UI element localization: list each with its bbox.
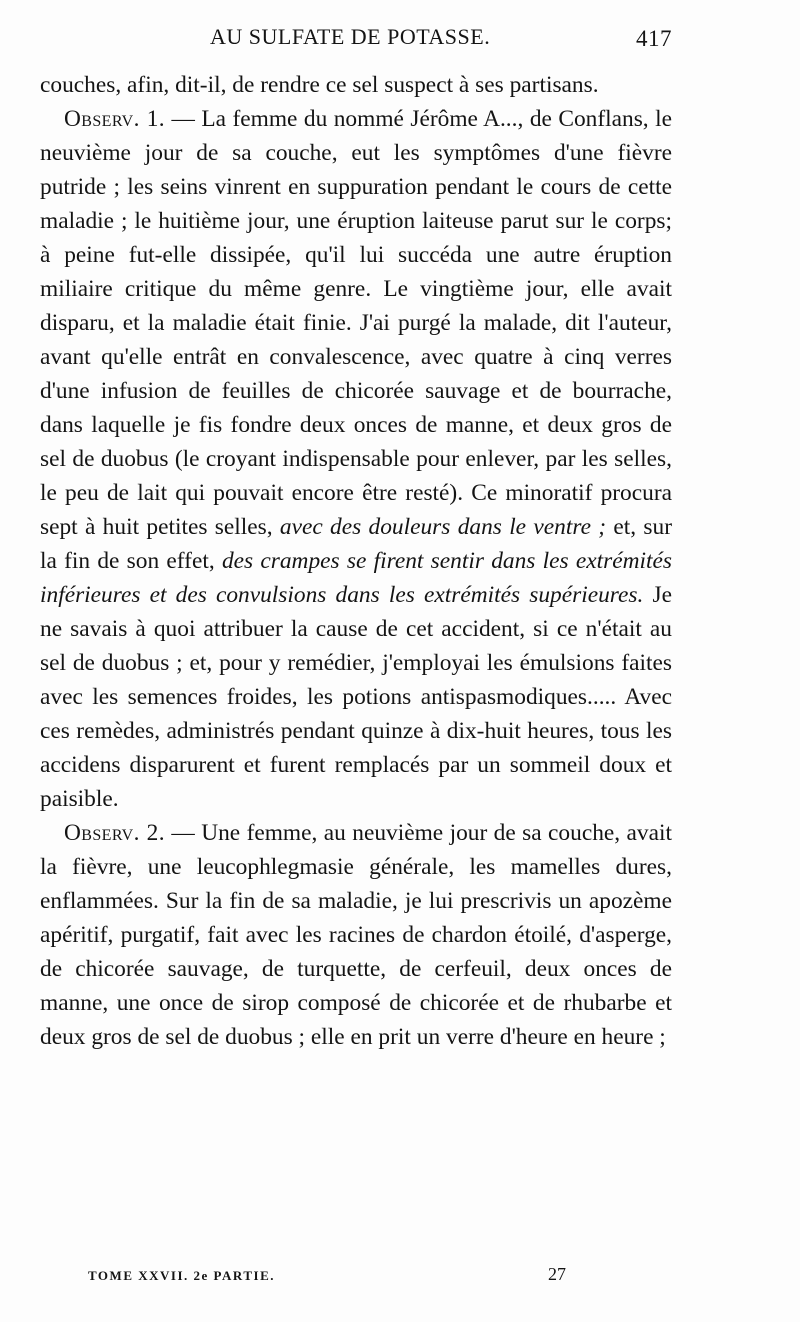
signature-mark: TOME XXVII. 2e PARTIE.	[88, 1268, 275, 1283]
observation-label: Observ. 2.	[64, 820, 165, 846]
italic-text-segment: avec des douleurs dans le ventre ;	[279, 514, 607, 540]
text-segment: Je ne savais à quoi attribuer la cause de cet accident, si ce n'était au sel de duobus ; et, pour y remédier, j'employai les émulsions faites avec les semences froides, les potions antispasmodiques..... Avec ces remèdes, administrés pendant quinze à dix-huit heures, tous les accidens disparurent et furent remplacés par un sommeil doux et paisible.	[40, 582, 672, 812]
paragraph-continuation	[40, 68, 672, 102]
paragraph-observation-2	[40, 816, 672, 1054]
page-number: 417	[636, 26, 672, 51]
running-head	[40, 24, 672, 54]
text-segment: couches, afin, dit-il, de rendre ce sel suspect à ses partisans.	[40, 72, 599, 98]
running-title: AU SULFATE DE POTASSE.	[210, 24, 491, 49]
paragraph-observation-1	[40, 102, 672, 816]
page-footer	[40, 1264, 672, 1290]
italic-text-segment: des crampes se firent sentir dans les extrémités inférieures et des convulsions dans les extrémités supérieures.	[40, 548, 672, 608]
body-text	[40, 68, 672, 1054]
text-segment: — La femme du nommé Jérôme A..., de Conflans, le neuvième jour de sa couche, eut les symptômes d'une fièvre putride ; les seins vinrent en suppuration pendant le cours de cette maladie ; le huitième jour, une éruption laiteuse parut sur le corps; à peine fut-elle dissipée, qu'il lui succéda une autre éruption miliaire critique du même genre. Le vingtième jour, elle avait disparu, et la maladie était finie. J'ai purgé la malade, dit l'auteur, avant qu'elle entrât en convalescence, avec quatre à cinq verres d'une infusion de feuilles de chicorée sauvage et de bourrache, dans laquelle je fis fondre deux onces de manne, et deux gros de sel de duobus (le croyant indispensable pour enlever, par les selles, le peu de lait qui pouvait encore être resté). Ce minoratif procura sept à huit petites selles,	[40, 106, 672, 540]
text-segment: — Une femme, au neuvième jour de sa couche, avait la fièvre, une leucophlegmasie générale, les mamelles dures, enflammées. Sur la fin de sa maladie, je lui prescrivis un apozème apéritif, purgatif, fait avec les racines de chardon étoilé, d'asperge, de chicorée sauvage, de turquette, de cerfeuil, deux onces de manne, une once de sirop composé de chicorée et de rhubarbe et deux gros de sel de duobus ; elle en prit un verre d'heure en heure ;	[40, 820, 672, 1050]
observation-label: Observ. 1.	[64, 106, 166, 132]
text-segment: et, sur la fin de son effet,	[40, 514, 672, 574]
signature-number: 27	[548, 1264, 566, 1284]
